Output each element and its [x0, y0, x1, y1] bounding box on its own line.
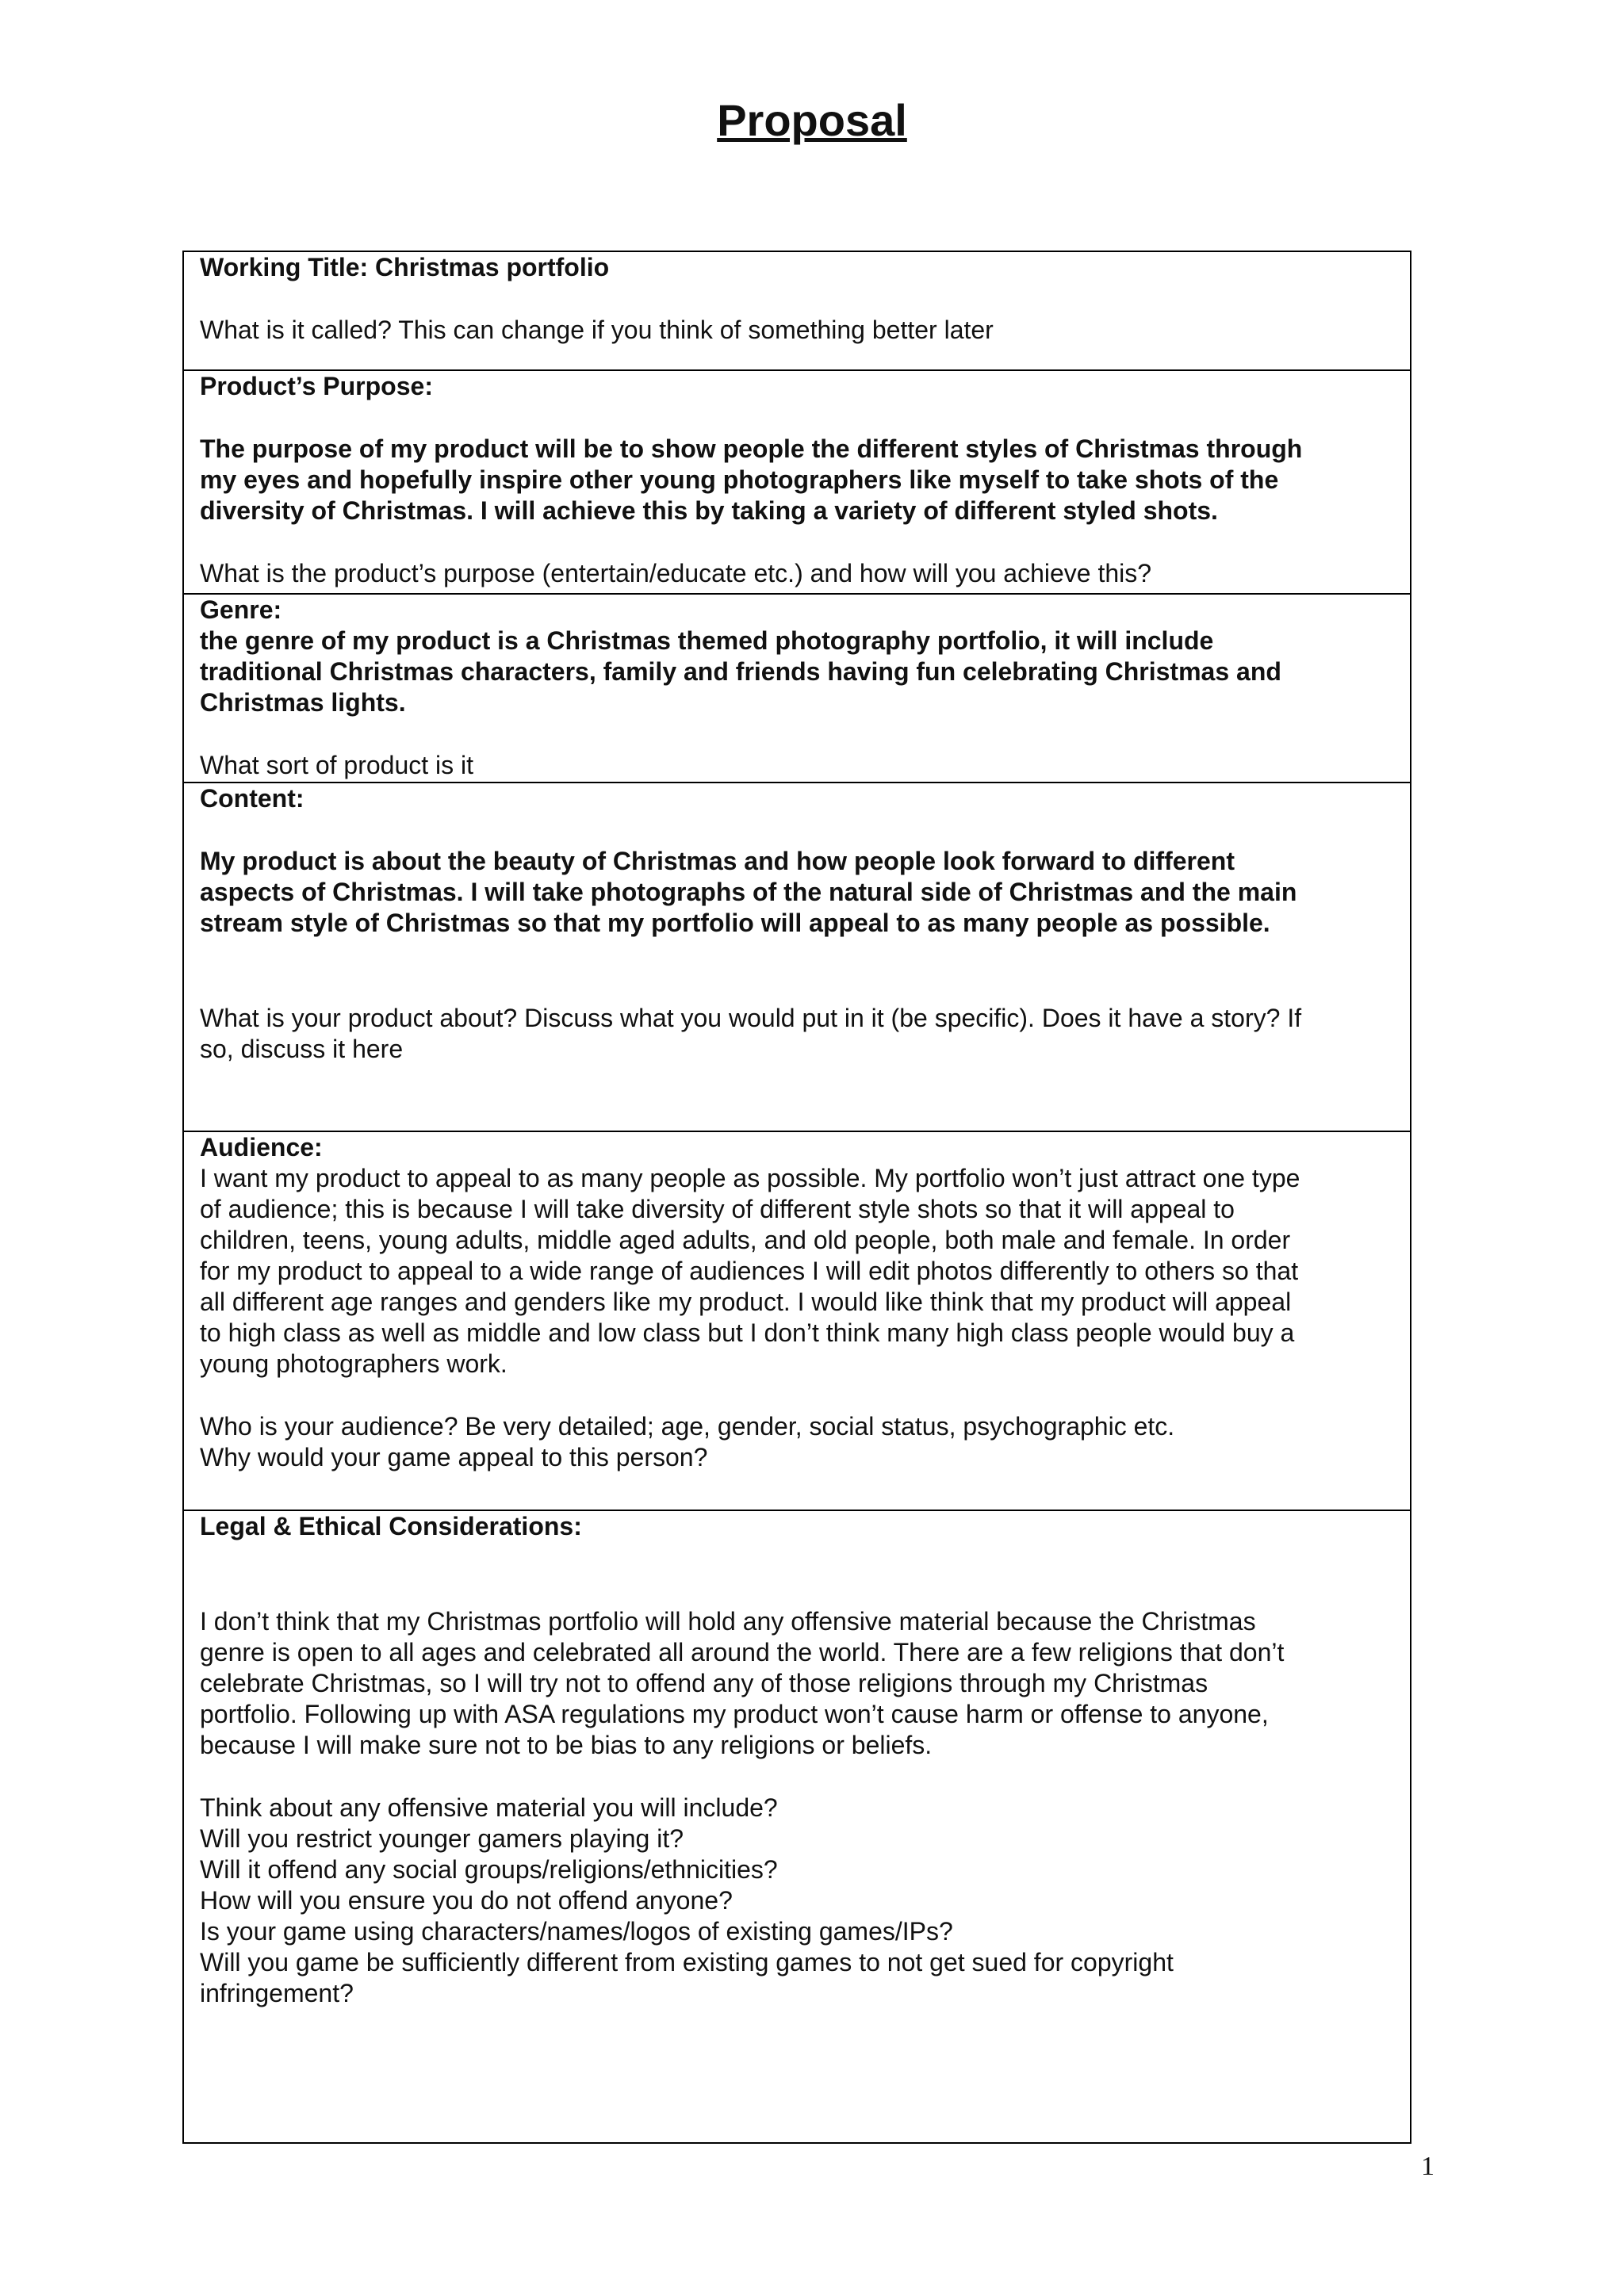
purpose-heading: Product’s Purpose:	[200, 372, 433, 400]
content-prompt	[200, 1003, 1388, 1065]
genre-answer-line: the genre of my product is a Christmas themed photography portfolio, it will include	[200, 626, 1214, 655]
legal-answer-line: celebrate Christmas, so I will try not to offend any of those religions through my Christmas	[200, 1669, 1208, 1697]
purpose-answer-line: The purpose of my product will be to show people the different styles of Christmas through	[200, 434, 1303, 463]
audience-prompt-line: Why would your game appeal to this person?	[200, 1443, 708, 1471]
purpose-answer-line: my eyes and hopefully inspire other young photographers like myself to take shots of the	[200, 465, 1279, 494]
legal-prompt-line: Will you game be sufficiently different from existing games to not get sued for copyright	[200, 1948, 1174, 1976]
legal-heading: Legal & Ethical Considerations:	[200, 1512, 582, 1540]
legal-prompt	[200, 1793, 1388, 2009]
purpose-answer-line: diversity of Christmas. I will achieve this by taking a variety of different styled shots.	[200, 496, 1218, 525]
audience-answer-line: children, teens, young adults, middle aged adults, and old people, both male and female. In order	[200, 1226, 1291, 1254]
legal-prompt-line: infringement?	[200, 1979, 354, 2007]
legal-answer-line: because I will make sure not to be bias to any religions or beliefs.	[200, 1731, 933, 1759]
audience-answer-line: I want my product to appeal to as many people as possible. My portfolio won’t just attract one type	[200, 1164, 1300, 1192]
audience-answer-line: all different age ranges and genders like my product. I would like think that my product will appeal	[200, 1288, 1292, 1316]
genre-prompt: What sort of product is it	[200, 751, 474, 779]
genre-answer-line: Christmas lights.	[200, 688, 406, 717]
section-audience	[184, 1132, 1410, 1511]
purpose-prompt: What is the product’s purpose (entertain/educate etc.) and how will you achieve this?	[200, 559, 1152, 587]
legal-answer	[200, 1606, 1388, 1761]
content-answer-line: My product is about the beauty of Christmas and how people look forward to different	[200, 847, 1235, 875]
legal-answer-line: genre is open to all ages and celebrated all around the world. There are a few religions that don’t	[200, 1638, 1285, 1667]
audience-answer-line: young photographers work.	[200, 1349, 508, 1378]
audience-prompt-line: Who is your audience? Be very detailed; age, gender, social status, psychographic etc.	[200, 1412, 1175, 1441]
page-title: Proposal	[717, 95, 907, 145]
section-working-title	[184, 252, 1410, 371]
purpose-answer	[200, 434, 1388, 526]
working-title-heading: Working Title: Christmas portfolio	[200, 253, 610, 281]
content-prompt-line: so, discuss it here	[200, 1035, 404, 1063]
audience-heading: Audience:	[200, 1133, 323, 1161]
page-number: 1	[1421, 2152, 1434, 2181]
section-genre	[184, 595, 1410, 783]
genre-heading: Genre:	[200, 595, 282, 624]
legal-prompt-line: Is your game using characters/names/logos of existing games/IPs?	[200, 1917, 953, 1946]
content-prompt-line: What is your product about? Discuss what you would put in it (be specific). Does it have a story? If	[200, 1004, 1302, 1032]
section-purpose	[184, 371, 1410, 595]
legal-answer-line: I don’t think that my Christmas portfolio will hold any offensive material because the Christmas	[200, 1607, 1256, 1636]
working-title-prompt: What is it called? This can change if you think of something better later	[200, 316, 994, 344]
proposal-form	[182, 251, 1411, 2144]
legal-prompt-line: Will it offend any social groups/religions/ethnicities?	[200, 1855, 778, 1884]
section-content	[184, 783, 1410, 1132]
legal-prompt-line: How will you ensure you do not offend anyone?	[200, 1886, 733, 1915]
content-answer	[200, 846, 1388, 939]
genre-answer	[200, 626, 1388, 718]
legal-prompt-line: Will you restrict younger gamers playing it?	[200, 1824, 684, 1853]
audience-answer-line: for my product to appeal to a wide range of audiences I will edit photos differently to others so that	[200, 1257, 1299, 1285]
genre-answer-line: traditional Christmas characters, family and friends having fun celebrating Christmas and	[200, 657, 1281, 686]
audience-prompt	[200, 1411, 1388, 1473]
audience-answer-line: to high class as well as middle and low class but I don’t think many high class people would buy a	[200, 1318, 1295, 1347]
content-answer-line: stream style of Christmas so that my portfolio will appeal to as many people as possible.	[200, 909, 1270, 937]
content-heading: Content:	[200, 784, 304, 813]
audience-answer-line: of audience; this is because I will take diversity of different style shots so that it will appeal to	[200, 1195, 1235, 1223]
content-answer-line: aspects of Christmas. I will take photographs of the natural side of Christmas and the main	[200, 878, 1297, 906]
audience-answer	[200, 1163, 1388, 1380]
legal-answer-line: portfolio. Following up with ASA regulations my product won’t cause harm or offense to anyone,	[200, 1700, 1269, 1728]
section-legal	[184, 1511, 1410, 2142]
legal-prompt-line: Think about any offensive material you will include?	[200, 1793, 778, 1822]
